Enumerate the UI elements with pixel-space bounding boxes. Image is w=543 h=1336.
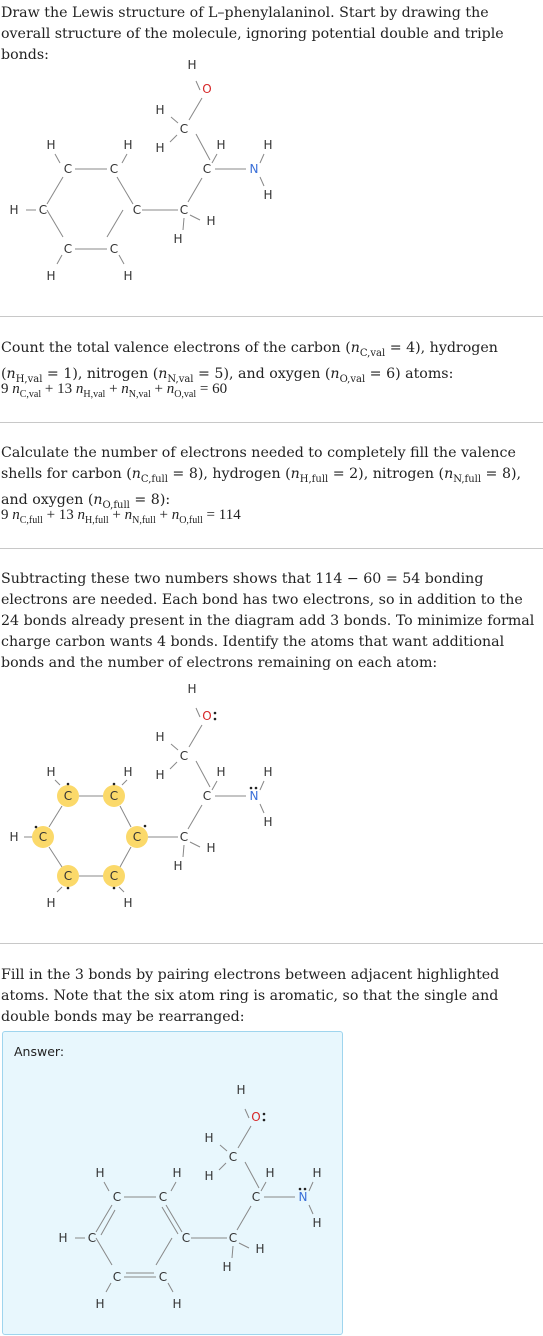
divider — [0, 422, 543, 423]
svg-text:O: O — [202, 709, 212, 723]
structure-diagram-1 — [0, 50, 300, 300]
svg-text:H: H — [155, 141, 165, 155]
svg-text:H: H — [95, 1297, 105, 1311]
svg-text:O: O — [251, 1110, 261, 1124]
svg-text:C: C — [109, 789, 119, 803]
svg-text:C: C — [179, 122, 189, 136]
answer-box — [2, 1031, 343, 1335]
svg-text:H: H — [46, 896, 56, 910]
svg-text:H: H — [58, 1231, 68, 1245]
intro-text: Draw the Lewis structure of L–phenylalaninol. Start by drawing the overall structure of the molecule, ignoring potential double and triple bonds: — [1, 5, 504, 63]
svg-text:H: H — [187, 58, 197, 72]
svg-text:C: C — [109, 162, 119, 176]
svg-text:C: C — [179, 830, 189, 844]
structure-diagram-2 — [0, 677, 300, 927]
svg-text:C: C — [202, 162, 212, 176]
svg-text:H: H — [263, 815, 273, 829]
svg-text:H: H — [222, 1260, 232, 1274]
step2-text: Calculate the number of electrons needed to completely fill the valence shells for carbon $(n_{C,full} = 8)$, hydrogen $(n_{H,full} = 2)$, nitrogen $(n_{N,full} = 8)$, and oxygen $(n_{O,full} = 8)$: — [1, 445, 522, 511]
svg-text:C: C — [132, 830, 142, 844]
answer-label: Answer: — [14, 1044, 65, 1059]
divider — [0, 548, 543, 549]
svg-text:H: H — [9, 830, 19, 844]
svg-text:H: H — [46, 765, 56, 779]
svg-text:H: H — [123, 765, 133, 779]
svg-text:C: C — [112, 1190, 122, 1204]
svg-text:H: H — [123, 896, 133, 910]
svg-text:C: C — [109, 869, 119, 883]
svg-text:N: N — [298, 1190, 308, 1204]
svg-text:C: C — [228, 1150, 238, 1164]
svg-text:H: H — [9, 203, 19, 217]
svg-text:O: O — [202, 82, 212, 96]
svg-text:H: H — [263, 188, 273, 202]
svg-text:H: H — [173, 859, 183, 873]
svg-text:H: H — [263, 138, 273, 152]
svg-text:H: H — [46, 269, 56, 283]
divider — [0, 943, 543, 944]
svg-text:H: H — [155, 103, 165, 117]
step2-formula: 9 $n_{C,full} + 13$ $n_{H,full} + n_{N,full} + n_{O,full} = 114$ — [1, 507, 241, 526]
svg-text:H: H — [187, 682, 197, 696]
svg-text:H: H — [206, 214, 216, 228]
svg-text:H: H — [204, 1169, 214, 1183]
svg-text:H: H — [312, 1166, 322, 1180]
svg-text:H: H — [46, 138, 56, 152]
svg-text:C: C — [179, 203, 189, 217]
svg-text:H: H — [312, 1216, 322, 1230]
svg-text:H: H — [263, 765, 273, 779]
svg-text:C: C — [112, 1270, 122, 1284]
svg-text:C: C — [63, 869, 73, 883]
svg-text:C: C — [202, 789, 212, 803]
svg-text:H: H — [155, 730, 165, 744]
svg-text:H: H — [204, 1131, 214, 1145]
step1-formula: 9 $n_{C,val} + 13$ $n_{H,val} + n_{N,val} + n_{O,val} = 60$ — [1, 381, 228, 400]
svg-text:C: C — [38, 203, 48, 217]
svg-text:C: C — [251, 1190, 261, 1204]
svg-text:C: C — [181, 1231, 191, 1245]
step3-text: Subtracting these two numbers shows that 114 − 60 = 54 bonding electrons are needed. Each bond has two electrons, so in addition to the 24 bonds already present in the diagram add 3 bonds. To minimize formal charge carbon wants 4 bonds. Identify the atoms that want additional bonds and the number of electrons remaining on each atom: — [1, 571, 535, 671]
svg-text:C: C — [38, 830, 48, 844]
svg-text:N: N — [249, 162, 259, 176]
svg-text:H: H — [155, 768, 165, 782]
svg-text:H: H — [216, 765, 226, 779]
svg-text:H: H — [172, 1297, 182, 1311]
svg-text:H: H — [236, 1083, 246, 1097]
svg-text:H: H — [95, 1166, 105, 1180]
divider — [0, 316, 543, 317]
svg-text:N: N — [249, 789, 259, 803]
svg-text:H: H — [173, 232, 183, 246]
svg-text:C: C — [109, 242, 119, 256]
svg-text:H: H — [216, 138, 226, 152]
svg-text:C: C — [158, 1270, 168, 1284]
svg-text:C: C — [63, 162, 73, 176]
step1-text: Count the total valence electrons of the carbon $(n_{C,val} = 4)$, hydrogen $(n_{H,val} = 1)$, nitrogen $(n_{N,val} = 5)$, and oxygen $(n_{O,val} = 6)$ atoms: — [1, 340, 498, 385]
svg-text:C: C — [63, 789, 73, 803]
step4-text: Fill in the 3 bonds by pairing electrons between adjacent highlighted atoms. Note that the six atom ring is aromatic, so that the single and double bonds may be rearranged: — [1, 967, 500, 1025]
svg-text:H: H — [206, 841, 216, 855]
svg-text:C: C — [132, 203, 142, 217]
svg-text:C: C — [63, 242, 73, 256]
svg-text:H: H — [123, 138, 133, 152]
svg-text:H: H — [255, 1242, 265, 1256]
structure-diagram-answer — [49, 1078, 339, 1328]
svg-text:C: C — [87, 1231, 97, 1245]
svg-text:C: C — [158, 1190, 168, 1204]
svg-text:H: H — [265, 1166, 275, 1180]
svg-text:H: H — [123, 269, 133, 283]
svg-text:H: H — [172, 1166, 182, 1180]
svg-text:C: C — [228, 1231, 238, 1245]
svg-text:C: C — [179, 749, 189, 763]
